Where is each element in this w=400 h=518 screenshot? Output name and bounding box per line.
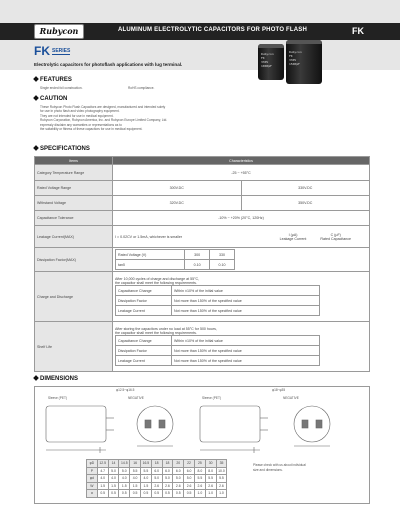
dimension-cell: 12.5 <box>97 460 108 468</box>
df2-value: Not more than 150% of the specified value <box>172 296 320 306</box>
capacitor-photo-small <box>258 44 284 80</box>
dimension-cell: 2.6 <box>184 482 195 490</box>
diamond-bullet-icon <box>33 376 39 382</box>
capacitor-side-outline-b <box>200 406 260 442</box>
spec-label-tolerance: Capacitance Tolerance <box>35 211 113 226</box>
spec-value-voltage-a: 300V.DC <box>113 181 242 196</box>
dimension-cell: 6.0 <box>184 467 195 475</box>
dimension-cell: 22 <box>184 460 195 468</box>
dimension-cell: 0.5 <box>108 490 119 498</box>
dimension-cell: 5.0 <box>162 475 173 483</box>
dimension-cell: 5.5 <box>205 475 216 483</box>
dimension-cell: 0.5 <box>162 490 173 498</box>
dimension-cell: 14.5 <box>119 460 130 468</box>
diamond-bullet-icon <box>33 96 39 102</box>
charge-intro: After 10,000 cycles of charge and discharge at 55°C, <box>115 277 200 281</box>
dimension-cell: 20 <box>173 460 184 468</box>
spec-header-items: Items <box>35 157 113 165</box>
dimension-cell: 1.0 <box>194 490 205 498</box>
spec-label-dissipation: Dissipation Factor(MAX) <box>35 248 113 272</box>
dimension-cell: 6.0 <box>162 467 173 475</box>
df-rv-b: 330 <box>210 250 235 260</box>
dimensions-note: Please check with us about individual <box>253 463 306 467</box>
lc-label: Leakage Current <box>116 356 172 366</box>
dimension-cell: 1.5 <box>140 482 151 490</box>
capacitor-marking: FK <box>289 54 293 58</box>
series-word: SERIES <box>52 48 71 54</box>
dimension-cell: 8.0 <box>205 467 216 475</box>
charge-subtable <box>115 285 320 316</box>
dimension-cell: 5.5 <box>130 467 141 475</box>
tagline: Electrolytic capacitors for photoflash applications with lug terminal. <box>34 62 183 67</box>
spec-value-tolerance: -10% ~ +20% (20°C, 120Hz) <box>113 211 370 226</box>
specifications-table <box>34 156 370 372</box>
dimension-cell: 2.6 <box>173 482 184 490</box>
feature-item: RoHS compliance. <box>128 86 155 90</box>
dimension-cell: 4.0 <box>108 475 119 483</box>
capacitor-marking: 330V <box>261 60 269 64</box>
spec-label-leakage: Leakage Current(MAX) <box>35 226 113 248</box>
spec-value-charge <box>113 272 370 322</box>
caution-heading: CAUTION <box>34 96 67 102</box>
dimension-row <box>87 460 227 468</box>
cc-value: Within ±10% of the initial value <box>172 336 320 346</box>
caution-text <box>40 105 270 131</box>
dimension-cell: 5.5 <box>140 467 151 475</box>
dimension-row <box>87 475 227 483</box>
series-code: FK <box>34 44 50 58</box>
specifications-heading: SPECIFICATIONS <box>34 146 90 152</box>
caution-line: These Rubycon Photo Flash Capacitors are designed, manufactured and intended solely <box>40 105 166 109</box>
dimension-row <box>87 490 227 498</box>
dimension-row-label: φd <box>87 475 98 483</box>
dimension-cell: 0.5 <box>97 490 108 498</box>
leakage-c-symbol: C (μF) <box>330 232 341 237</box>
dimension-cell: 14 <box>108 460 119 468</box>
diamond-bullet-icon <box>33 77 39 83</box>
dissipation-subtable <box>115 249 235 270</box>
dimension-group-a: φ12.5~φ16.5 <box>116 388 135 392</box>
dimension-cell: 4.7 <box>97 467 108 475</box>
dimension-cell: 5.0 <box>173 475 184 483</box>
shelf-intro: After storing the capacitors under no load at 55°C for 500 hours, <box>115 327 217 331</box>
caution-line: Rubycon Corporation, Rubycon America, Inc. and Rubycon Europe Limited Company, Ltd. <box>40 118 168 123</box>
spec-value-voltage-b: 330V.DC <box>241 181 370 196</box>
dimension-cell: 5.5 <box>216 475 227 483</box>
dimension-cell: 0.5 <box>151 490 162 498</box>
dimension-cell: 25 <box>194 460 205 468</box>
spec-label-shelf: Shelf Life <box>35 322 113 372</box>
dimension-cell: 2.6 <box>216 482 227 490</box>
dimension-drawings <box>40 400 370 456</box>
dimension-row-label: W <box>87 482 98 490</box>
terminal-icon <box>316 420 322 428</box>
capacitor-marking: 1500μF <box>289 62 300 66</box>
capacitor-top-outline-b <box>294 406 330 442</box>
dimension-cell: 18 <box>151 460 162 468</box>
df-rv-label: Rated Voltage (V) <box>116 250 185 260</box>
leakage-c-desc: Rated Capacitance <box>320 236 351 241</box>
dimension-row-label: φD <box>87 460 98 468</box>
dimension-cell: 0.5 <box>173 490 184 498</box>
diamond-bullet-icon <box>33 146 39 152</box>
sleeve-label: Sleeve (PET) <box>202 396 221 400</box>
shelf-subtable <box>115 335 320 366</box>
spec-value-withstand-b: 350V.DC <box>241 196 370 211</box>
shelf-intro: the capacitor shall meet the following requirements. <box>115 331 197 335</box>
header-series-code: FK <box>352 26 364 36</box>
capacitor-marking: FK <box>261 56 265 60</box>
dimension-cell: 5.5 <box>194 475 205 483</box>
dimension-cell: 6.0 <box>151 467 162 475</box>
sleeve-label: Sleeve (PET) <box>48 396 67 400</box>
capacitor-marking: Rubycon <box>289 50 302 54</box>
capacitor-marking: Rubycon <box>261 52 274 56</box>
dimension-cell: 10.0 <box>216 467 227 475</box>
dimension-row-label: P <box>87 467 98 475</box>
leakage-i-desc: Leakage Current <box>279 236 307 241</box>
dimension-cell: 16.5 <box>140 460 151 468</box>
capacitor-marking: 1000μF <box>261 64 272 68</box>
df-tan-a: 0.10 <box>185 260 210 270</box>
caution-line: expressly disclaim any warranties or representations as to <box>40 122 122 127</box>
capacitor-side-outline-a <box>46 406 106 442</box>
dimension-cell: 18 <box>162 460 173 468</box>
spec-label-temperature: Category Temperature Range <box>35 165 113 181</box>
caution-line: the suitability or fitness of these capacitors for use in medical equipment. <box>40 127 143 132</box>
feature-item: Single ended foil construction. <box>40 86 83 90</box>
df2-label: Dissipation Factor <box>116 346 172 356</box>
charge-intro: the capacitor shall meet the following requirements. <box>115 281 197 285</box>
lc-label: Leakage Current <box>116 306 172 316</box>
spec-label-withstand: Withstand Voltage <box>35 196 113 211</box>
dimension-cell: 4.0 <box>130 475 141 483</box>
leakage-formula: I = 0.02CV or 1.5mA, whichever is smaller <box>115 234 183 239</box>
capacitor-marking: 330V <box>289 58 297 62</box>
dimension-cell: 2.6 <box>205 482 216 490</box>
df-rv-a: 300 <box>185 250 210 260</box>
dimension-cell: 8.0 <box>194 467 205 475</box>
dimension-cell: 16 <box>130 460 141 468</box>
dimension-cell: 5.0 <box>151 475 162 483</box>
dimension-cell: 30 <box>205 460 216 468</box>
dimensions-heading: DIMENSIONS <box>34 376 78 382</box>
dimensions-note: size and dimensions. <box>253 468 283 472</box>
negative-label: NEGATIVE <box>283 396 299 400</box>
dimension-cell: 1.5 <box>119 482 130 490</box>
header-title: ALUMINUM ELECTROLYTIC CAPACITORS FOR PHOTO FLASH <box>118 27 308 33</box>
spec-header-characteristics: Characteristics <box>113 157 370 165</box>
dimension-cell: 1.5 <box>97 482 108 490</box>
spec-value-temperature: -25 ~ +55°C <box>113 165 370 181</box>
dimension-cell: 5.0 <box>184 475 195 483</box>
dimension-cell: 4.0 <box>140 475 151 483</box>
dimension-row-label: α <box>87 490 98 498</box>
cc-value: Within ±10% of the initial value <box>172 286 320 296</box>
dimension-row <box>87 467 227 475</box>
dimension-row <box>87 482 227 490</box>
df2-label: Dissipation Factor <box>116 296 172 306</box>
dimension-cell: 2.6 <box>151 482 162 490</box>
lc-value: Not more than 150% of the specified value <box>172 306 320 316</box>
brand-logo: Rubycon <box>34 24 84 39</box>
spec-value-shelf <box>113 322 370 372</box>
dimension-cell: 0.5 <box>119 490 130 498</box>
negative-label: NEGATIVE <box>128 396 144 400</box>
spec-label-charge: Charge and Discharge <box>35 272 113 322</box>
cc-label: Capacitance Change <box>116 286 172 296</box>
cc-label: Capacitance Change <box>116 336 172 346</box>
caution-line: for use in photo flash and video photography equipment. <box>40 109 120 114</box>
spec-label-voltage: Rated Voltage Range <box>35 181 113 196</box>
terminal-icon <box>302 420 308 428</box>
dimension-cell: 2.6 <box>194 482 205 490</box>
dimension-cell: 2.6 <box>162 482 173 490</box>
df-tan-b: 0.10 <box>210 260 235 270</box>
dimension-cell: 1.0 <box>216 490 227 498</box>
dimension-group-b: φ18~φ35 <box>272 388 286 392</box>
leakage-i-symbol: I (μA) <box>288 232 298 237</box>
dimension-cell: 4.0 <box>97 475 108 483</box>
dimension-cell: 5.0 <box>108 467 119 475</box>
dimension-cell: 5.0 <box>119 467 130 475</box>
capacitor-top-outline-a <box>137 406 173 442</box>
dimension-cell: 6.0 <box>173 467 184 475</box>
features-heading: FEATURES <box>34 77 72 83</box>
dimensions-table <box>86 459 227 498</box>
dimension-cell: 0.5 <box>140 490 151 498</box>
terminal-icon <box>159 420 165 428</box>
dimension-cell: 35 <box>216 460 227 468</box>
spec-value-dissipation <box>113 248 370 272</box>
caution-line: They are not intended for use in medical equipment. <box>40 113 114 118</box>
df2-value: Not more than 150% of the specified value <box>172 346 320 356</box>
spec-value-withstand-a: 320V.DC <box>113 196 242 211</box>
dimension-cell: 0.5 <box>184 490 195 498</box>
capacitor-photo-large <box>286 40 322 84</box>
terminal-icon <box>145 420 151 428</box>
dimension-cell: 0.5 <box>130 490 141 498</box>
dimension-cell: 1.5 <box>108 482 119 490</box>
dimension-cell: 1.0 <box>205 490 216 498</box>
spec-value-leakage <box>113 226 370 248</box>
dimension-cell: 4.0 <box>119 475 130 483</box>
lc-value: Not more than 150% of the specified value <box>172 356 320 366</box>
dimension-cell: 1.5 <box>130 482 141 490</box>
df-tan-label: tanδ <box>116 260 185 270</box>
